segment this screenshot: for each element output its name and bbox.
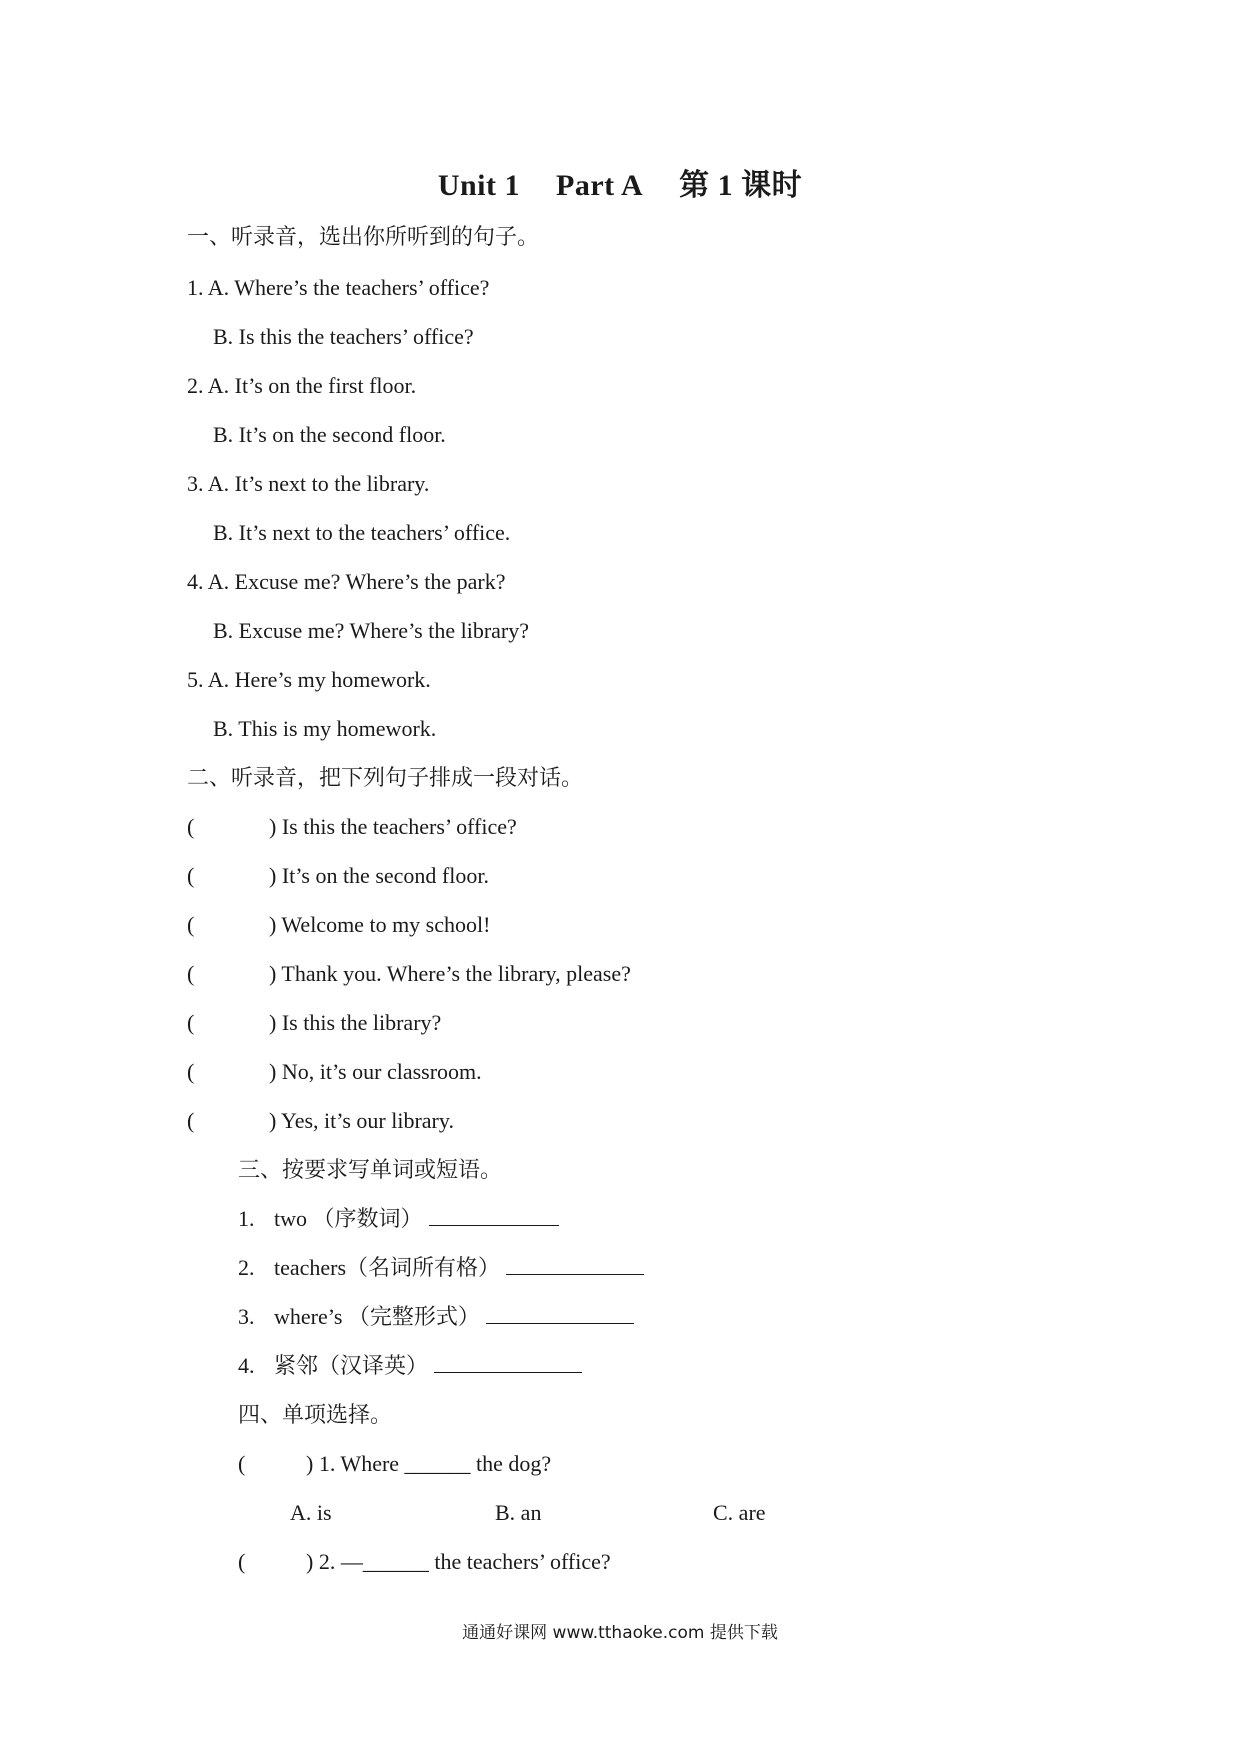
answer-blank[interactable] (486, 1303, 634, 1324)
answer-paren[interactable]: ( (187, 961, 195, 986)
s4-question-1: ( ) 1. Where ______ the dog? (238, 1449, 551, 1479)
answer-blank[interactable] (506, 1254, 644, 1275)
answer-paren[interactable]: ( (238, 1549, 246, 1574)
section1-heading: 一、听录音，选出你所听到的句子。 (187, 224, 540, 249)
answer-paren[interactable]: ( (187, 1059, 195, 1084)
s2-item-3: ( ) Welcome to my school! (187, 910, 490, 940)
s1-q2-option-a: 2. A. It’s on the first floor. (187, 373, 417, 398)
s1-q3-option-b: B. It’s next to the teachers’ office. (213, 520, 511, 545)
answer-paren[interactable]: ( (238, 1451, 246, 1476)
section4-heading: 四、单项选择。 (238, 1402, 393, 1427)
s2-item-5: ( ) Is this the library? (187, 1008, 441, 1038)
title-lesson: 第 1 课时 (679, 169, 803, 202)
s4-q1-option-a: A. is (290, 1500, 332, 1525)
answer-paren[interactable]: ( (187, 863, 195, 888)
s2-item-6: ( ) No, it’s our classroom. (187, 1057, 482, 1087)
answer-paren[interactable]: ( (187, 912, 195, 937)
s4-q1-option-c: C. are (713, 1500, 766, 1525)
footer-source: 通通好课网 www.tthaoke.com 提供下载 (462, 1623, 778, 1643)
title-unit: Unit 1 (437, 169, 521, 202)
s3-item-3: 3. where’s （完整形式） (238, 1302, 634, 1332)
s1-q1-option-a: 1. A. Where’s the teachers’ office? (187, 275, 490, 300)
s4-q1-option-b: B. an (495, 1500, 542, 1525)
s2-item-7: ( ) Yes, it’s our library. (187, 1106, 454, 1136)
s2-item-2: ( ) It’s on the second floor. (187, 861, 489, 891)
answer-paren[interactable]: ( (187, 1108, 195, 1133)
s3-item-2: 2. teachers（名词所有格） (238, 1253, 644, 1283)
s3-item-4: 4. 紧邻（汉译英） (238, 1351, 582, 1381)
page-title (0, 160, 1240, 204)
section2-heading: 二、听录音，把下列句子排成一段对话。 (187, 765, 584, 790)
answer-paren[interactable]: ( (187, 814, 195, 839)
s1-q1-option-b: B. Is this the teachers’ office? (213, 324, 474, 349)
s1-q2-option-b: B. It’s on the second floor. (213, 422, 446, 447)
s1-q4-option-b: B. Excuse me? Where’s the library? (213, 618, 530, 643)
answer-paren[interactable]: ( (187, 1010, 195, 1035)
section3-heading: 三、按要求写单词或短语。 (238, 1157, 503, 1182)
s1-q5-option-a: 5. A. Here’s my homework. (187, 667, 431, 692)
title-part: Part A (556, 169, 644, 202)
answer-blank[interactable] (429, 1205, 559, 1226)
s2-item-1: ( ) Is this the teachers’ office? (187, 812, 517, 842)
s4-question-2: ( ) 2. —______ the teachers’ office? (238, 1547, 611, 1577)
s1-q5-option-b: B. This is my homework. (213, 716, 437, 741)
s1-q4-option-a: 4. A. Excuse me? Where’s the park? (187, 569, 506, 594)
s2-item-4: ( ) Thank you. Where’s the library, please? (187, 959, 631, 989)
s3-item-1: 1. two （序数词） (238, 1204, 559, 1234)
s1-q3-option-a: 3. A. It’s next to the library. (187, 471, 430, 496)
answer-blank[interactable] (434, 1352, 582, 1373)
